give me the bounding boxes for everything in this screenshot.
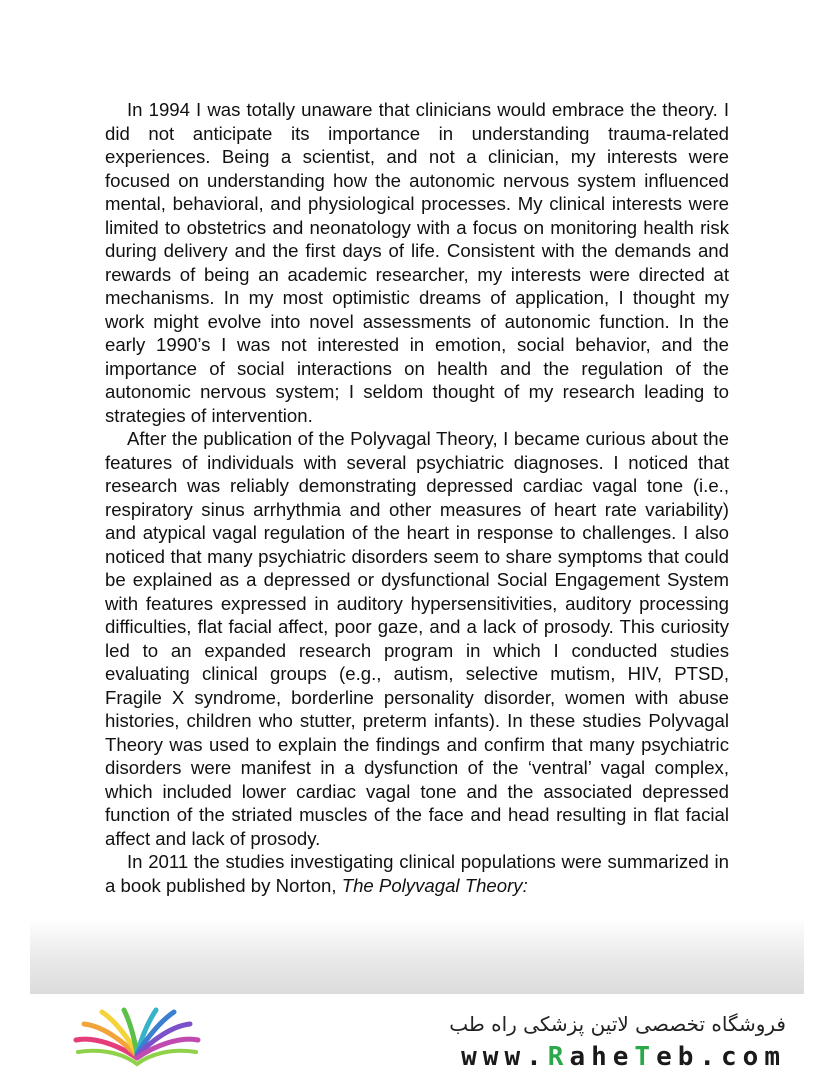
- url-prefix: www.: [461, 1042, 548, 1072]
- url-letter-t: T: [634, 1042, 657, 1072]
- url-part-ahe: ahe: [569, 1042, 635, 1072]
- paragraph-1: In 1994 I was totally unaware that clinicians would embrace the theory. I did not anticipate its importance in understanding trauma-related experiences. Being a scientist, and not a clinician, my interests were focused on understanding how the autonomic nervous system influenced mental, behavioral, and physiological processes. My clinical interests were limited to obstetrics and neonatology with a focus on monitoring health risk during delivery and the first days of life. Consistent with the demands and rewards of being an academic researcher, my interests were directed at mechanisms. In my most optimistic dreams of application, I thought my work might evolve into novel assessments of autonomic function. In the early 1990’s I was not interested in emotion, social behavior, and the importance of social interactions on health and the regulation of the autonomic nervous system; I seldom thought of my research leading to strategies of intervention.: [105, 99, 729, 426]
- paragraph-2: After the publication of the Polyvagal Theory, I became curious about the features of individuals with several psychiatric diagnoses. I noticed that research was reliably demonstrating depressed cardiac vagal tone (i.e., respiratory sinus arrhythmia and other measures of heart rate variability) and atypical vagal regulation of the heart in response to challenges. I also noticed that many psychiatric disorders seem to share symptoms that could be explained as a depressed or dysfunctional Social Engagement System with features expressed in auditory hypersensitivities, auditory processing difficulties, flat facial affect, poor gaze, and a lack of prosody. This curiosity led to an expanded research program in which I conducted studies evaluating clinical groups (e.g., autism, selective mutism, HIV, PTSD, Fragile X syndrome, borderline personality disorder, women with abuse histories, children who stutter, preterm infants). In these studies Polyvagal Theory was used to explain the findings and confirm that many psychiatric disorders were manifest in a dysfunction of the ‘ventral’ vagal complex, which included lower cardiac vagal tone and the associated depressed function of the striated muscles of the face and head resulting in flat facial affect and lack of prosody.: [105, 428, 729, 849]
- page-body: [105, 98, 729, 897]
- website-url[interactable]: [461, 1042, 786, 1072]
- url-letter-r: R: [547, 1042, 570, 1072]
- paragraph-3-text: In 2011 the studies investigating clinical populations were summarized in a book published by Norton,: [105, 851, 729, 896]
- url-part-eb: eb: [656, 1042, 700, 1072]
- open-book-logo-icon: [72, 1006, 202, 1068]
- book-title: The Polyvagal Theory:: [341, 874, 528, 896]
- paragraph-3: [105, 850, 729, 897]
- store-title: فروشگاه تخصصی لاتین پزشکی راه طب: [449, 1012, 786, 1036]
- bottom-fade: [30, 918, 804, 994]
- url-suffix: .com: [699, 1042, 786, 1072]
